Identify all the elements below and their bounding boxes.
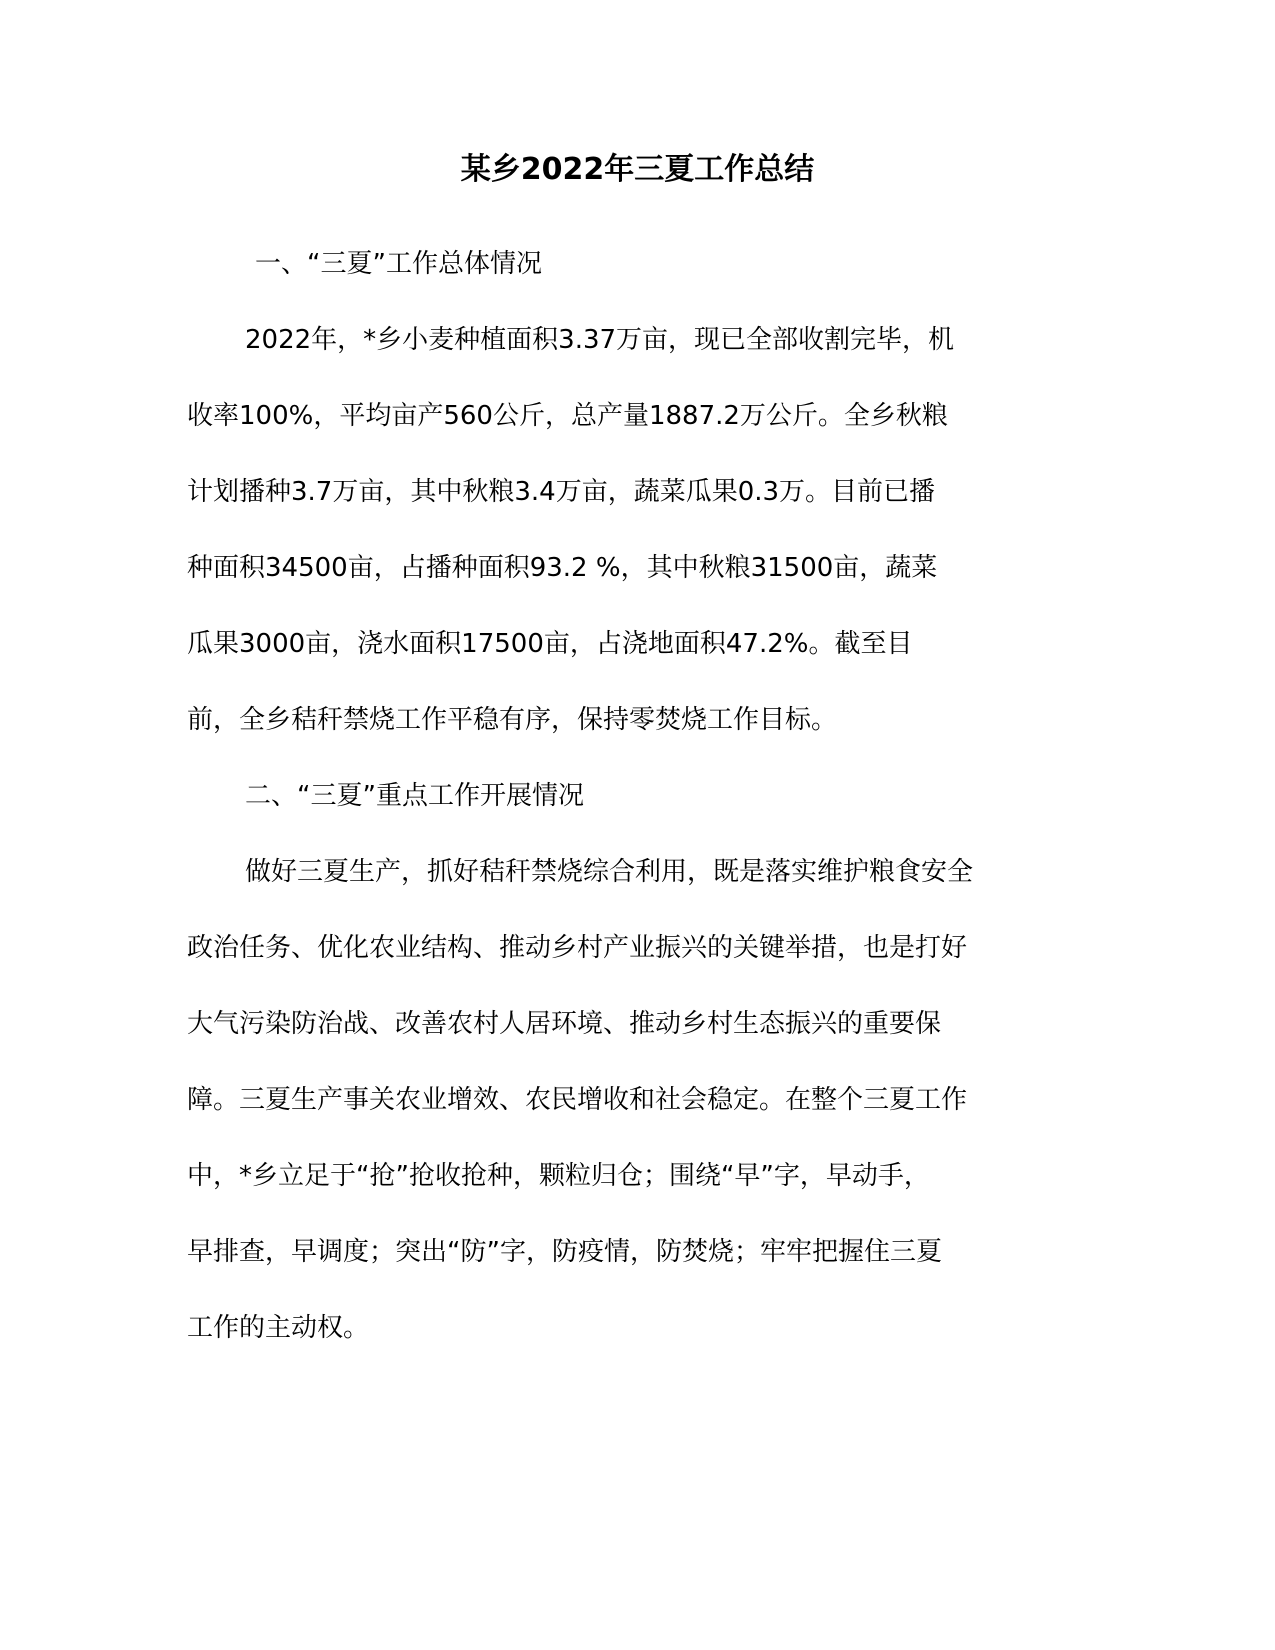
paragraph-1-line: 前，全乡秸秆禁烧工作平稳有序，保持零焚烧工作目标。 <box>187 705 838 735</box>
paragraph-2-line: 政治任务、优化农业结构、推动乡村产业振兴的关键举措，也是打好 <box>187 933 968 963</box>
document-body <box>187 226 1073 1366</box>
paragraph-1-line: 计划播种3.7万亩，其中秋粮3.4万亩，蔬菜瓜果0.3万。目前已播 <box>187 477 936 507</box>
paragraph-1-line: 瓜果3000亩，浇水面积17500亩，占浇地面积47.2%。截至目 <box>187 629 913 659</box>
paragraph-2-line: 做好三夏生产，抓好秸秆禁烧综合利用，既是落实维护粮食安全 <box>245 857 974 887</box>
paragraph-1-line: 种面积34500亩，占播种面积93.2 %，其中秋粮31500亩，蔬菜 <box>187 553 938 583</box>
paragraph-1-line: 收率100%，平均亩产560公斤，总产量1887.2万公斤。全乡秋粮 <box>187 401 948 431</box>
paragraph-2-line: 障。三夏生产事关农业增效、农民增收和社会稳定。在整个三夏工作 <box>187 1085 968 1115</box>
paragraph-2-line: 中，*乡立足于“抢”抢收抢种，颗粒归仓；围绕“早”字，早动手， <box>187 1161 930 1191</box>
document-title: 某乡2022年三夏工作总结 <box>460 152 815 187</box>
paragraph-2-line: 工作的主动权。 <box>187 1313 370 1343</box>
paragraph-2-line: 大气污染防治战、改善农村人居环境、推动乡村生态振兴的重要保 <box>187 1009 942 1039</box>
section-heading-2: 二、“三夏”重点工作开展情况 <box>245 781 584 811</box>
paragraph-1-line: 2022年，*乡小麦种植面积3.37万亩，现已全部收割完毕，机 <box>245 325 955 355</box>
paragraph-2-line: 早排查，早调度；突出“防”字，防疫情，防焚烧；牢牢把握住三夏 <box>187 1237 942 1267</box>
section-heading-1: 一、“三夏”工作总体情况 <box>255 249 542 279</box>
